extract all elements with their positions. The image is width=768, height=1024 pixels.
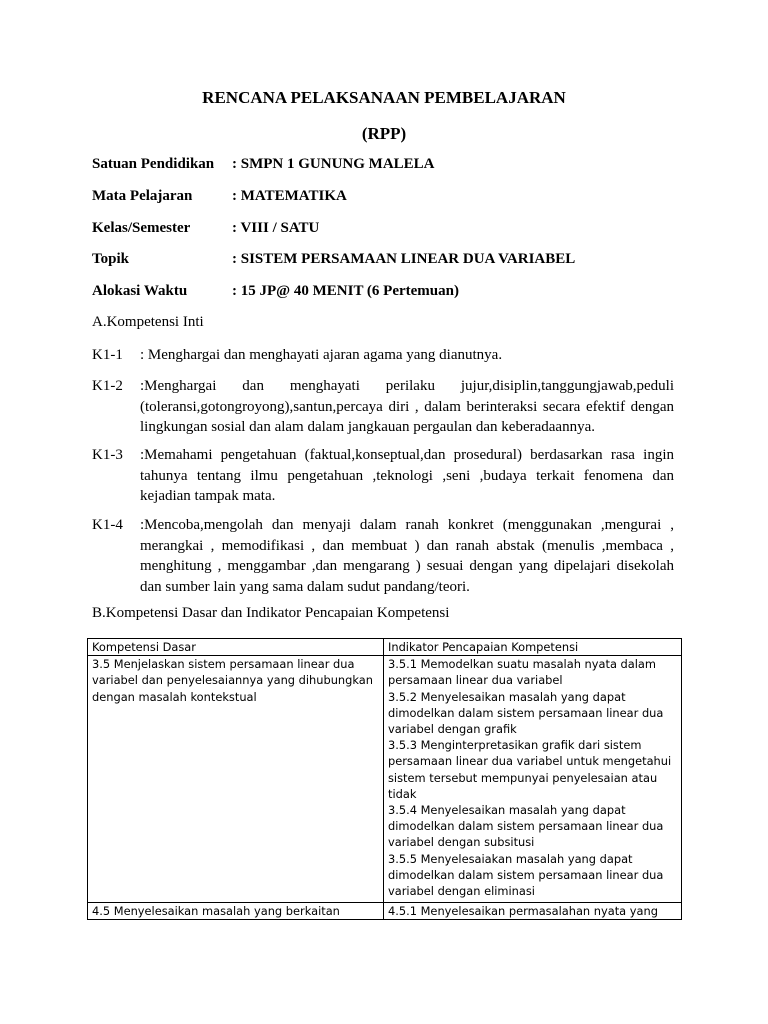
kd-cell: 3.5 Menjelaskan sistem persamaan linear dua variabel dan penyelesaiannya yang dihubungkan dengan masalah kontekstual <box>88 656 384 903</box>
section-heading-kompetensi-dasar: B.Kompetensi Dasar dan Indikator Pencapaian Kompetensi <box>92 605 450 621</box>
identity-value: : SMPN 1 GUNUNG MALELA <box>232 156 435 172</box>
core-competency-item <box>92 445 674 507</box>
core-competency-item <box>92 376 674 438</box>
indicator-cell <box>384 903 682 920</box>
identity-label: Kelas/Semester <box>92 220 191 236</box>
indicator-item: 3.5.2 Menyelesaikan masalah yang dapat dimodelkan dalam sistem persamaan linear dua variabel dengan grafik <box>388 689 664 737</box>
table-row <box>88 656 682 903</box>
identity-value: : VIII / SATU <box>232 220 320 236</box>
core-competency-code: K1-2 <box>92 378 123 394</box>
core-competency-item <box>92 515 674 597</box>
indicator-item: 3.5.5 Menyelesaiakan masalah yang dapat dimodelkan dalam sistem persamaan linear dua variabel dengan eliminasi <box>388 851 664 899</box>
identity-label: Satuan Pendidikan <box>92 156 215 172</box>
table-header-cell: Kompetensi Dasar <box>88 639 384 656</box>
indicator-cell <box>384 656 682 903</box>
section-heading-kompetensi-inti: A.Kompetensi Inti <box>92 314 204 330</box>
indicator-item: 3.5.4 Menyelesaikan masalah yang dapat dimodelkan dalam sistem persamaan linear dua variabel dengan subsitusi <box>388 803 664 850</box>
identity-value: : 15 JP@ 40 MENIT (6 Pertemuan) <box>232 283 459 299</box>
indicator-item: 3.5.3 Menginterpretasikan grafik dari sistem persamaan linear dua variabel untuk mengetahui sistem tersebut mempunyai penyelesaian atau tidak <box>388 738 672 801</box>
kd-cell: 4.5 Menyelesaikan masalah yang berkaitan <box>88 903 384 920</box>
core-competency-code: K1-3 <box>92 447 123 463</box>
core-competency-text: : Menghargai dan menghayati ajaran agama yang dianutnya. <box>140 347 503 363</box>
core-competency-code: K1-4 <box>92 517 123 533</box>
competency-table <box>87 638 682 920</box>
core-competency-item <box>92 345 674 366</box>
core-competency-code: K1-1 <box>92 347 123 363</box>
identity-value: : SISTEM PERSAMAAN LINEAR DUA VARIABEL <box>232 251 576 267</box>
table-header-row <box>88 639 682 656</box>
indicator-item: 4.5.1 Menyelesaikan permasalahan nyata yang <box>388 904 658 919</box>
document-subtitle: (RPP) <box>361 124 407 143</box>
identity-label: Alokasi Waktu <box>92 283 188 299</box>
document-title: RENCANA PELAKSANAAN PEMBELAJARAN <box>202 88 566 107</box>
identity-value: : MATEMATIKA <box>232 188 347 204</box>
identity-label: Topik <box>92 251 129 267</box>
indicator-item: 3.5.1 Memodelkan suatu masalah nyata dalam persamaan linear dua variabel <box>388 657 656 688</box>
core-competency-text: :Mencoba,mengolah dan menyaji dalam ranah konkret (menggunakan ,mengurai , merangkai , memodifikasi , dan membuat ) dan ranah abstak (menulis ,membaca , menghitung , menggambar ,dan mengarang ) sesuai dengan yang dipelajari disekolah dan sumber lain yang sama dalam sudut pandang/teori. <box>140 517 674 595</box>
identity-label: Mata Pelajaran <box>92 188 193 204</box>
core-competency-text: :Menghargai dan menghayati perilaku jujur,disiplin,tanggungjawab,peduli (toleransi,gotongroyong),santun,percaya diri , dalam berinteraksi secara efektif dengan lingkungan sosial dan alam dalam jangkauan pergaulan dan keberadaannya. <box>140 378 674 435</box>
table-header-cell: Indikator Pencapaian Kompetensi <box>384 639 682 656</box>
table-row <box>88 903 682 920</box>
core-competency-text: :Memahami pengetahuan (faktual,konseptual,dan prosedural) berdasarkan rasa ingin tahunya tentang ilmu pengetahuan ,teknologi ,seni ,budaya terkait fenomena dan kejadian tampak mata. <box>140 447 674 504</box>
